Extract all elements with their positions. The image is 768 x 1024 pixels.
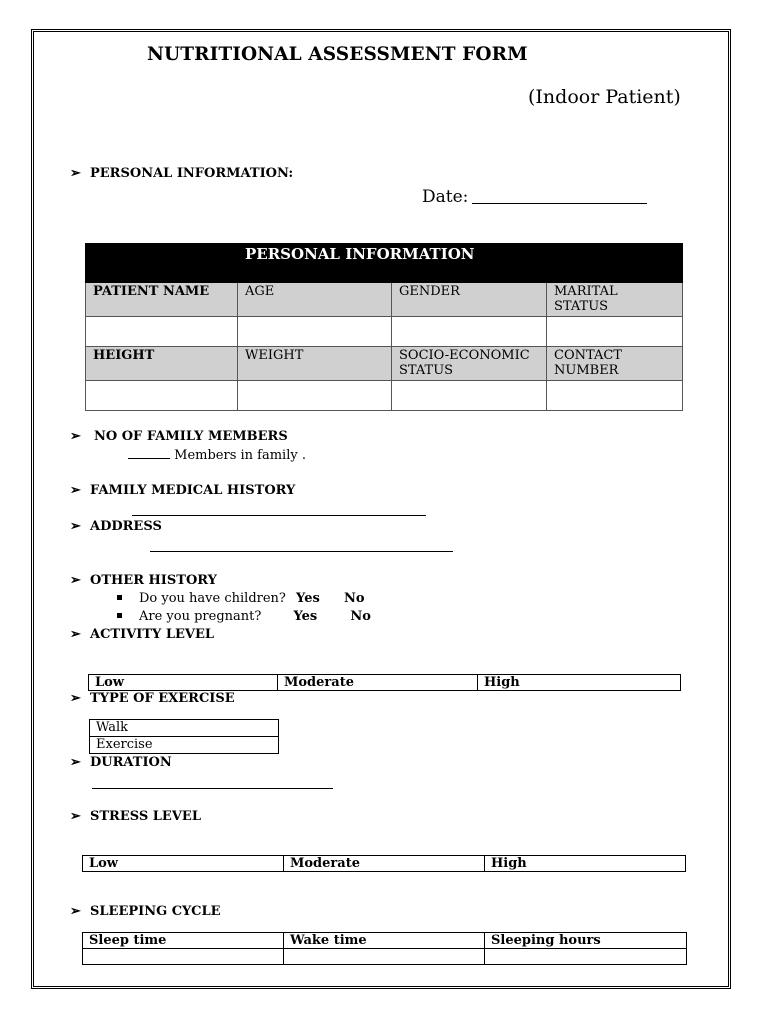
square-bullet-icon: [117, 595, 122, 600]
no-option[interactable]: No: [350, 609, 371, 624]
family-members-field: [128, 448, 306, 463]
label-gender: GENDER: [392, 283, 547, 317]
date-label: Date:: [422, 187, 469, 207]
arrow-bullet-icon: ➢: [70, 573, 81, 588]
arrow-bullet-icon: ➢: [70, 166, 81, 181]
table-header-row: [86, 244, 683, 283]
square-bullet-icon: [117, 613, 122, 618]
activity-option-moderate[interactable]: Moderate: [278, 675, 478, 691]
medical-history-input-line[interactable]: [132, 515, 426, 516]
section-stress-level: [70, 809, 201, 824]
arrow-bullet-icon: ➢: [70, 755, 81, 770]
stress-option-low[interactable]: Low: [83, 856, 284, 872]
activity-option-high[interactable]: High: [478, 675, 681, 691]
members-text: Members in family .: [174, 448, 306, 463]
form-subtitle: (Indoor Patient): [528, 86, 681, 108]
column-wake-time: Wake time: [284, 933, 485, 949]
label-patient-name: PATIENT NAME: [86, 283, 238, 317]
personal-information-table: [85, 243, 683, 411]
sleeping-cycle-table: [82, 932, 687, 965]
socio-economic-status-cell[interactable]: [392, 381, 547, 411]
arrow-bullet-icon: ➢: [70, 904, 81, 919]
section-address: [70, 519, 162, 534]
arrow-bullet-icon: ➢: [70, 627, 81, 642]
section-personal-information: [70, 166, 293, 181]
members-input-line[interactable]: [128, 458, 170, 459]
arrow-bullet-icon: ➢: [70, 483, 81, 498]
age-cell[interactable]: [238, 317, 392, 347]
sleeping-hours-cell[interactable]: [485, 949, 687, 965]
section-label: STRESS LEVEL: [90, 809, 201, 824]
height-cell[interactable]: [86, 381, 238, 411]
date-input-line[interactable]: [472, 203, 647, 204]
label-contact-number: CONTACT NUMBER: [547, 347, 683, 381]
sleep-time-cell[interactable]: [83, 949, 284, 965]
table-header-row: [83, 933, 687, 949]
table-input-row: [86, 381, 683, 411]
stress-option-high[interactable]: High: [485, 856, 686, 872]
table-label-row: [86, 347, 683, 381]
patient-name-cell[interactable]: [86, 317, 238, 347]
section-label: SLEEPING CYCLE: [90, 904, 221, 919]
table-input-row: [83, 949, 687, 965]
stress-level-table: [82, 855, 686, 872]
table-label-row: [86, 283, 683, 317]
section-label: TYPE OF EXERCISE: [90, 691, 235, 706]
arrow-bullet-icon: ➢: [70, 429, 81, 444]
question-text: Are you pregnant?: [139, 609, 262, 624]
duration-input-line[interactable]: [92, 788, 333, 789]
section-label: OTHER HISTORY: [90, 573, 217, 588]
arrow-bullet-icon: ➢: [70, 691, 81, 706]
exercise-type-table: [89, 719, 279, 754]
section-duration: [70, 755, 172, 770]
label-age: AGE: [238, 283, 392, 317]
stress-option-moderate[interactable]: Moderate: [284, 856, 485, 872]
yes-option[interactable]: Yes: [293, 609, 318, 624]
label-socio-economic-status: SOCIO-ECONOMIC STATUS: [392, 347, 547, 381]
section-label: ADDRESS: [90, 519, 162, 534]
label-height: HEIGHT: [86, 347, 238, 381]
section-label: ACTIVITY LEVEL: [90, 627, 215, 642]
wake-time-cell[interactable]: [284, 949, 485, 965]
marital-status-cell[interactable]: [547, 317, 683, 347]
exercise-option-exercise[interactable]: Exercise: [90, 737, 279, 754]
question-text: Do you have children?: [139, 591, 286, 606]
section-label: DURATION: [90, 755, 172, 770]
section-label: FAMILY MEDICAL HISTORY: [90, 483, 296, 498]
column-sleeping-hours: Sleeping hours: [485, 933, 687, 949]
no-option[interactable]: No: [343, 591, 365, 606]
table-input-row: [86, 317, 683, 347]
question-children: [117, 591, 365, 606]
label-marital-status: MARITAL STATUS: [547, 283, 683, 317]
gender-cell[interactable]: [392, 317, 547, 347]
section-family-members: [70, 429, 288, 444]
section-other-history: [70, 573, 217, 588]
activity-level-table: [88, 674, 681, 691]
column-sleep-time: Sleep time: [83, 933, 284, 949]
table-header-title: PERSONAL INFORMATION: [238, 244, 683, 283]
form-title: NUTRITIONAL ASSESSMENT FORM: [147, 44, 528, 65]
exercise-option-walk[interactable]: Walk: [90, 720, 279, 737]
question-pregnant: [117, 609, 371, 624]
arrow-bullet-icon: ➢: [70, 519, 81, 534]
weight-cell[interactable]: [238, 381, 392, 411]
section-type-of-exercise: [70, 691, 235, 706]
section-sleeping-cycle: [70, 904, 221, 919]
section-family-medical-history: [70, 483, 295, 498]
yes-option[interactable]: Yes: [296, 591, 320, 606]
section-label: PERSONAL INFORMATION:: [90, 166, 294, 181]
date-field: [422, 187, 647, 207]
section-label: NO OF FAMILY MEMBERS: [94, 429, 288, 444]
section-activity-level: [70, 627, 214, 642]
label-weight: WEIGHT: [238, 347, 392, 381]
arrow-bullet-icon: ➢: [70, 809, 81, 824]
activity-option-low[interactable]: Low: [89, 675, 278, 691]
address-input-line[interactable]: [150, 551, 453, 552]
contact-number-cell[interactable]: [547, 381, 683, 411]
